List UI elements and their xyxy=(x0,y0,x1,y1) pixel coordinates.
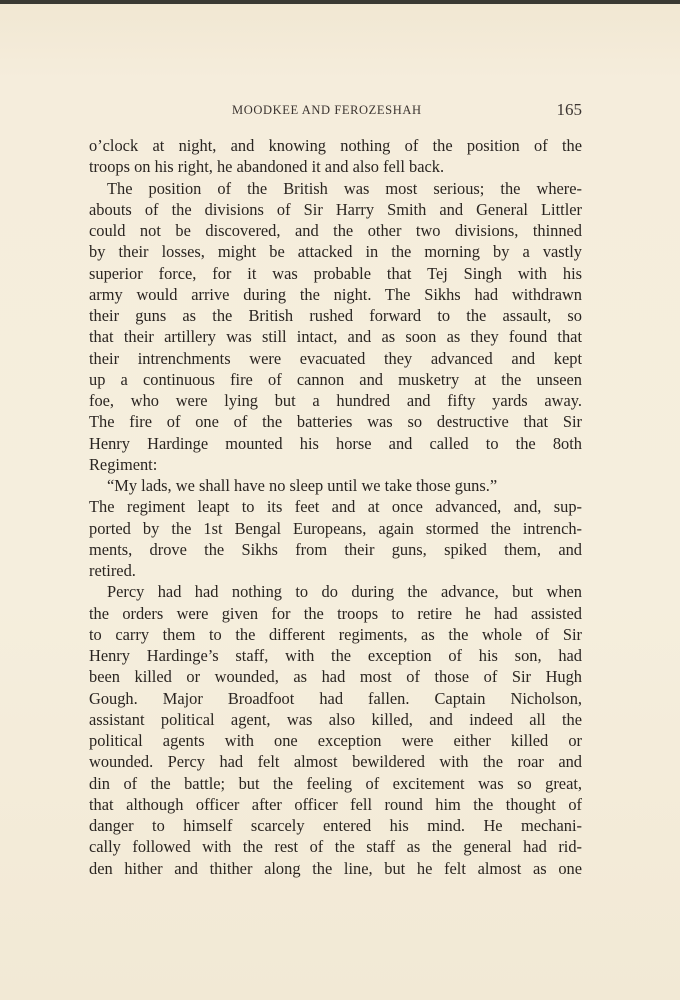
text-line: Henry Hardinge’s staff, with the exception of his son, had xyxy=(89,646,582,665)
text-line: danger to himself scarcely entered his mind. He mechani- xyxy=(89,816,582,835)
text-line: to carry them to the different regiments, as the whole of Sir xyxy=(89,624,582,644)
page-top-edge xyxy=(0,0,680,4)
text-line: abouts of the divisions of Sir Harry Smith and General Littler xyxy=(89,199,582,219)
text-line: up a continuous fire of cannon and musketry at the unseen xyxy=(89,369,582,389)
text-line: Gough. Major Broadfoot had fallen. Captain Nicholson, xyxy=(89,688,582,708)
text-line: den hither and thither along the line, but he felt almost as one xyxy=(89,858,582,878)
text-line: cally followed with the rest of the staff as the general had rid- xyxy=(89,837,582,857)
text-line: their guns as the British rushed forward to the assault, so xyxy=(89,306,582,325)
text-line: “My lads, we shall have no sleep until we take those guns.” xyxy=(107,476,498,495)
text-line: their intrenchments were evacuated they advanced and kept xyxy=(89,348,582,368)
running-head-title: MOODKEE AND FEROZESHAH xyxy=(232,103,422,117)
text-line: army would arrive during the night. The Sikhs had withdrawn xyxy=(89,284,582,304)
text-line: assistant political agent, was also killed, and indeed all the xyxy=(89,709,582,729)
text-line: The regiment leapt to its feet and at once advanced, and, sup- xyxy=(89,497,582,517)
text-line: by their losses, might be attacked in the morning by a vastly xyxy=(89,242,582,262)
text-line: could not be discovered, and the other two divisions, thinned xyxy=(89,221,582,240)
text-line: superior force, for it was probable that Tej Singh with his xyxy=(89,263,582,283)
text-line: ments, drove the Sikhs from their guns, spiked them, and xyxy=(89,539,582,559)
text-line: Percy had had nothing to do during the advance, but when xyxy=(107,582,582,602)
text-line: ported by the 1st Bengal Europeans, again stormed the intrench- xyxy=(89,518,582,538)
body-text xyxy=(89,135,582,879)
text-line: the orders were given for the troops to retire he had assisted xyxy=(89,603,582,623)
running-head xyxy=(89,100,582,122)
text-line: wounded. Percy had felt almost bewildered with the roar and xyxy=(89,752,582,772)
page-number: 165 xyxy=(556,100,582,119)
text-line: Regiment: xyxy=(89,454,158,474)
text-line: been killed or wounded, as had most of those of Sir Hugh xyxy=(89,667,582,687)
text-line: o’clock at night, and knowing nothing of the position of the xyxy=(89,136,582,155)
text-line: retired. xyxy=(89,561,136,580)
text-line: Henry Hardinge mounted his horse and called to the 8oth xyxy=(89,433,582,453)
text-line: troops on his right, he abandoned it and also fell back. xyxy=(89,157,445,177)
text-line: foe, who were lying but a hundred and fifty yards away. xyxy=(89,391,582,410)
text-line: political agents with one exception were either killed or xyxy=(89,731,582,750)
text-line: The fire of one of the batteries was so destructive that Sir xyxy=(89,412,582,432)
text-line: that their artillery was still intact, and as soon as they found that xyxy=(89,327,582,347)
text-line: that although officer after officer fell round him the thought of xyxy=(89,794,582,814)
text-line: The position of the British was most serious; the where- xyxy=(107,178,582,198)
text-line: din of the battle; but the feeling of excitement was so great, xyxy=(89,773,582,793)
